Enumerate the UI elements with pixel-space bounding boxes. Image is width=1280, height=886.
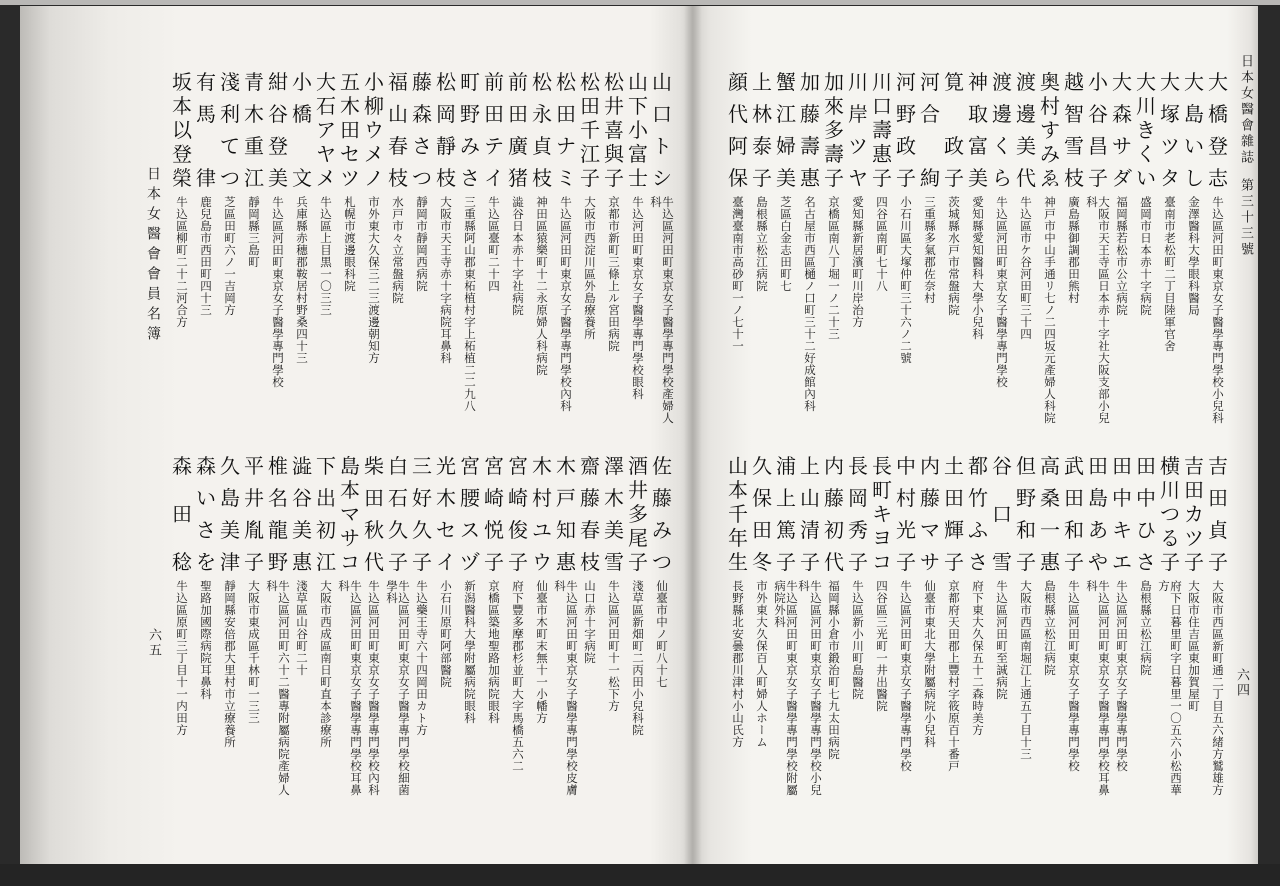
- member-name: 下 出 初 江: [316, 454, 336, 574]
- member-entry: [1182, 456, 1206, 806]
- member-name: 白 石 久 子: [388, 454, 408, 574]
- member-entry: [1014, 456, 1038, 806]
- member-name: 山 口 ト シ: [652, 70, 672, 190]
- member-name: 光 木 セ イ: [436, 454, 456, 574]
- member-address: 牛込區河田町六十二醫專附屬病院產婦人科: [265, 580, 291, 796]
- member-name: 山 下 小 富 士: [628, 70, 648, 190]
- member-address: 兵庫縣赤穗郡鞍居村野桑四十三: [295, 196, 309, 364]
- member-entry: [1014, 72, 1038, 428]
- member-entry: [798, 456, 822, 806]
- member-entry: [194, 456, 218, 806]
- member-name: 蟹 江 婦 美: [776, 70, 796, 190]
- member-entry: [458, 456, 482, 806]
- member-address: 牛込區柳町二十二河合方: [175, 196, 189, 328]
- member-name: 大 橋 登 志: [1208, 70, 1228, 190]
- member-address: 府下豐多摩郡杉並町大字馬橋五六二: [511, 580, 525, 772]
- member-entry: [626, 72, 650, 428]
- member-address: 四谷區三光町一井出醫院: [875, 580, 889, 712]
- member-name: 河 野 政 子: [896, 70, 916, 190]
- member-address: 三重縣阿山郡東柘植村字上柘植二二九八: [463, 196, 477, 412]
- member-address: 名古屋市西區樋ノ口町三十二好成館內科: [803, 196, 817, 412]
- member-name: 宮 腰 ス ヅ: [460, 454, 480, 574]
- member-entry: [966, 72, 990, 428]
- member-entry: [626, 456, 650, 806]
- member-entry: [434, 72, 458, 428]
- member-entry: [918, 72, 942, 428]
- member-name: 松 岡 靜 枝: [436, 70, 456, 190]
- member-name: 坂 本 以 登 榮: [172, 70, 192, 190]
- member-entry: [338, 456, 362, 806]
- member-name: 澤 木 美 雪: [604, 454, 624, 574]
- member-name: 渡 邊 く ら: [992, 70, 1012, 190]
- member-entry: [726, 456, 750, 806]
- member-name: 椎 名 龍 野: [268, 454, 288, 574]
- member-name: 島 本 マ サ コ: [340, 454, 360, 574]
- member-address: 牛込區河田町東京女子醫學專門學校: [899, 580, 913, 772]
- member-entry: [578, 72, 602, 428]
- member-address: 牛込區河田町至誠病院: [995, 580, 1009, 700]
- member-address: 淺草區新畑町二丙田小兒科院: [631, 580, 645, 736]
- member-entry: [170, 456, 194, 806]
- member-name: 佐 藤 み つ: [652, 454, 672, 574]
- issue-number: 第三十三號: [1238, 178, 1253, 258]
- member-address: 牛込區河田町東京女子醫學專門學校附屬病院外科: [773, 580, 799, 796]
- member-entry: [194, 72, 218, 428]
- member-entry: [1182, 72, 1206, 428]
- member-name: 長 町 キ ヨ コ: [872, 454, 892, 574]
- member-entry: [774, 72, 798, 428]
- member-name: 三 好 久 子: [412, 454, 432, 574]
- member-address: 牛込區河田町東京女子醫學專門學校小兒科: [797, 580, 823, 796]
- member-name: 宮 崎 俊 子: [508, 454, 528, 574]
- member-entry: [242, 456, 266, 806]
- member-name: 内 藤 マ サ: [920, 454, 940, 574]
- member-entry: [822, 456, 846, 806]
- member-name: 五 木 田 セ ツ: [340, 70, 360, 190]
- member-address: 牛込區河田町東京女子醫學專門學校: [995, 196, 1009, 388]
- member-name: 澁 谷 美 惠: [292, 454, 312, 574]
- member-address: 大阪市西成區南日町直本診療所: [319, 580, 333, 748]
- member-name: 浦 上 篤 子: [776, 454, 796, 574]
- member-entry: [386, 456, 410, 806]
- member-entry: [554, 72, 578, 428]
- member-name: 吉 田 カ ツ 子: [1184, 454, 1204, 574]
- member-name: 土 田 輝 子: [944, 454, 964, 574]
- member-address: 三重縣多氣郡佐奈村: [923, 196, 937, 304]
- member-name: 武 田 和 子: [1064, 454, 1084, 574]
- member-entry: [1206, 72, 1230, 428]
- member-address: 神田區猿樂町十二永原婦人科病院: [535, 196, 549, 376]
- left-running-head: 日本女醫會會員名簿: [145, 166, 161, 346]
- member-address: 靜岡市靜岡西病院: [415, 196, 429, 292]
- member-address: 牛込區河田町東京女子醫學專門學校: [271, 196, 285, 388]
- member-name: 藤 森 さ つ: [412, 70, 432, 190]
- member-address: 小石川區大塚仲町三十六ノ二號: [899, 196, 913, 364]
- member-address: 大阪市天王寺區日本赤十字社大阪支部小兒科: [1085, 196, 1111, 424]
- left-page-number: 六五: [146, 628, 161, 658]
- member-entry: [1038, 72, 1062, 428]
- member-entry: [530, 456, 554, 806]
- member-name: 前 田 テ イ: [484, 70, 504, 190]
- member-entry: [1158, 72, 1182, 428]
- member-address: 仙臺市中ノ町八十七: [655, 580, 669, 688]
- member-address: 大阪市住吉區東加賀屋町: [1187, 580, 1201, 712]
- member-entry: [266, 456, 290, 806]
- member-entry: [750, 72, 774, 428]
- member-address: 牛込區河田町東京女子醫學專門學校小兒科: [1211, 196, 1225, 424]
- member-name: 柴 田 秋 代: [364, 454, 384, 574]
- member-address: 京都府天田郡上豐村字筱原百十番戸: [947, 580, 961, 772]
- member-name: 大 森 サ ダ: [1112, 70, 1132, 190]
- member-address: 札幌市渡邊眼科院: [343, 196, 357, 292]
- member-name: 久 島 美 津: [220, 454, 240, 574]
- member-address: 大阪市西區新町通二丁目五六緒方鷲雄方: [1211, 580, 1225, 796]
- member-name: 横 川 つ る 子: [1160, 454, 1180, 574]
- member-entry: [506, 456, 530, 806]
- member-entry: [242, 72, 266, 428]
- member-entry: [458, 72, 482, 428]
- member-name: 中 村 光 子: [896, 454, 916, 574]
- member-entry: [314, 456, 338, 806]
- member-name: 上 林 泰 子: [752, 70, 772, 190]
- member-entry: [386, 72, 410, 428]
- right-running-head: [1238, 54, 1252, 258]
- member-name: 川 岸 ツ ヤ: [848, 70, 868, 190]
- member-entry: [918, 456, 942, 806]
- member-address: 仙臺市木町末無十一小幡方: [535, 580, 549, 724]
- member-address: 長野縣北安曇郡川津村小山氏方: [731, 580, 745, 748]
- member-name: 小 橋 文: [292, 70, 312, 190]
- member-name: 谷 口 雪: [992, 454, 1012, 574]
- member-name: 松 田 千 江 子: [580, 70, 600, 190]
- member-entry: [530, 72, 554, 428]
- member-entry: [602, 456, 626, 806]
- member-name: 紺 谷 登 美: [268, 70, 288, 190]
- member-name: 松 田 ナ ミ: [556, 70, 576, 190]
- member-entry: [290, 72, 314, 428]
- member-entry: [798, 72, 822, 428]
- member-entry: [1062, 456, 1086, 806]
- member-name: 吉 田 貞 子: [1208, 454, 1228, 574]
- member-address: 大阪市東成區千林町一三三: [247, 580, 261, 724]
- member-entry: [1038, 456, 1062, 806]
- member-address: 水戸市々立常盤病院: [391, 196, 405, 304]
- member-name: 前 田 廣 猪: [508, 70, 528, 190]
- member-address: 牛込區河田町東京女子醫學專門學校: [1115, 580, 1129, 772]
- member-name: 上 山 清 子: [800, 454, 820, 574]
- member-name: 河 合 絢: [920, 70, 940, 190]
- member-name: 奥 村 す み ゑ: [1040, 70, 1060, 190]
- member-address: 澁谷日本赤十字社病院: [511, 196, 525, 316]
- member-entry: [942, 72, 966, 428]
- member-address: 牛込藥王寺六十四岡田カト方: [415, 580, 429, 736]
- member-entry: [990, 72, 1014, 428]
- member-name: 田 島 あ や: [1088, 454, 1108, 574]
- member-entry: [822, 72, 846, 428]
- member-name: 顔 代 阿 保: [728, 70, 748, 190]
- member-address: 大阪市西區南堀江上通五丁目十三: [1019, 580, 1033, 760]
- member-entry: [846, 456, 870, 806]
- member-entry: [170, 72, 194, 428]
- member-name: 内 藤 初 代: [824, 454, 844, 574]
- member-name: 森 い さ を: [196, 454, 216, 574]
- member-name: 大 石 ア ヤ メ: [316, 70, 336, 190]
- member-entry: [650, 456, 674, 806]
- member-address: 臺南市老松町二丁目陸軍官舍: [1163, 196, 1177, 352]
- member-name: 淺 利 て つ: [220, 70, 240, 190]
- member-address: 京橋區南八丁堀一ノ二十三: [827, 196, 841, 340]
- member-address: 大阪市西淀川區外島療養所: [583, 196, 597, 340]
- member-address: 小石川原町阿部醫院: [439, 580, 453, 688]
- member-address: 靜岡縣安倍郡大里村市立療養所: [223, 580, 237, 748]
- member-address: 京橋區築地聖路加病院眼科: [487, 580, 501, 724]
- member-name: 大 島 い し: [1184, 70, 1204, 190]
- member-entry: [602, 72, 626, 428]
- member-name: 但 野 和 子: [1016, 454, 1036, 574]
- member-address: 牛込區市ケ谷河田町三十四: [1019, 196, 1033, 340]
- member-entry: [774, 456, 798, 806]
- member-address: 牛込區上目黒一〇三三: [319, 196, 333, 316]
- member-entry: [870, 72, 894, 428]
- member-name: 福 山 春 枝: [388, 70, 408, 190]
- member-entry: [1206, 456, 1230, 806]
- member-address: 府下日暮里町字日暮里一〇五六小松西華方: [1157, 580, 1183, 796]
- member-name: 田 中 キ エ: [1112, 454, 1132, 574]
- member-address: 市外東大久保三二三渡邊朝知方: [367, 196, 381, 364]
- member-entry: [578, 456, 602, 806]
- member-name: 渡 邊 美 代: [1016, 70, 1036, 190]
- member-name: 神 取 富 美: [968, 70, 988, 190]
- member-name: 小 谷 昌 子: [1088, 70, 1108, 190]
- member-entry: [290, 456, 314, 806]
- member-name: 宮 崎 悦 子: [484, 454, 504, 574]
- member-name: 町 野 み さ: [460, 70, 480, 190]
- member-entry: [1134, 456, 1158, 806]
- member-address: 山口赤十字病院: [583, 580, 597, 664]
- member-address: 牛込區河田町東京女子醫學專門學校皮膚科: [553, 580, 579, 796]
- member-name: 大 川 き く い: [1136, 70, 1156, 190]
- member-entry: [1110, 72, 1134, 428]
- member-name: 大 塚 ツ タ: [1160, 70, 1180, 190]
- member-entry: [750, 456, 774, 806]
- member-address: 臺灣臺南市高砂町一ノ七十一: [731, 196, 745, 352]
- member-entry: [434, 456, 458, 806]
- member-address: 靜岡縣三島町: [247, 196, 261, 268]
- member-address: 島根縣立松江病院: [1139, 580, 1153, 676]
- member-address: 牛込區河田町東京女子醫學專門學校產婦人科: [649, 196, 675, 424]
- member-name: 青 木 重 江: [244, 70, 264, 190]
- member-address: 市外東大久保百人町婦人ホーム: [755, 580, 769, 748]
- member-entry: [410, 72, 434, 428]
- member-address: 金澤醫科大學眼科醫局: [1187, 196, 1201, 316]
- member-address: 牛込區河田町東京女子醫學專門學校細菌學科: [385, 580, 411, 796]
- member-entry: [1158, 456, 1182, 806]
- member-entry: [990, 456, 1014, 806]
- member-address: 愛知縣愛知醫科大學小兒科: [971, 196, 985, 340]
- member-name: 川 口 壽 惠 子: [872, 70, 892, 190]
- member-entry: [1110, 456, 1134, 806]
- member-address: 盛岡市日本赤十字病院: [1139, 196, 1153, 316]
- member-entry: [1086, 456, 1110, 806]
- member-entry: [650, 72, 674, 428]
- member-address: 牛込河田町東京女子醫學專門學校眼科: [631, 196, 645, 400]
- member-address: 愛知縣新居濱町川岸治方: [851, 196, 865, 328]
- member-address: 神戸市中山手通リ七ノ二四坂元產婦人科院: [1043, 196, 1057, 424]
- member-entry: [1062, 72, 1086, 428]
- member-name: 松 井 喜 與 子: [604, 70, 624, 190]
- member-address: 牛込區河田町東京女子醫學專門學校: [1067, 580, 1081, 772]
- member-entry: [362, 72, 386, 428]
- member-name: 加 藤 壽 惠: [800, 70, 820, 190]
- member-entry: [554, 456, 578, 806]
- member-name: 田 中 ひ さ: [1136, 454, 1156, 574]
- member-address: 大阪市天王寺赤十字病院耳鼻科: [439, 196, 453, 364]
- member-name: 筧 政 子: [944, 70, 964, 190]
- member-address: 廣島縣御調郡田熊村: [1067, 196, 1081, 304]
- member-entry: [942, 456, 966, 806]
- member-address: 牛込區河田町東京女子醫學專門學校內科: [367, 580, 381, 796]
- member-entry: [1134, 72, 1158, 428]
- member-address: 鹿兒島市西田町四十三: [199, 196, 213, 316]
- member-entry: [482, 456, 506, 806]
- member-address: 牛込區臺町二十四: [487, 196, 501, 292]
- member-name: 高 桑 一 惠: [1040, 454, 1060, 574]
- member-entry: [338, 72, 362, 428]
- member-address: 牛込區河田町東京女子醫學專門學校內科: [559, 196, 573, 412]
- member-name: 長 岡 秀 子: [848, 454, 868, 574]
- scan-bottom-edge: [0, 864, 1280, 886]
- member-address: 福岡縣小倉市鍛治町七九太田病院: [827, 580, 841, 760]
- member-address: 茨城縣水戸市常盤病院: [947, 196, 961, 316]
- member-address: 芝區田町六ノ一吉岡方: [223, 196, 237, 316]
- member-address: 島根縣立松江病院: [755, 196, 769, 292]
- member-name: 木 戸 知 惠: [556, 454, 576, 574]
- member-name: 都 竹 ふ さ: [968, 454, 988, 574]
- member-address: 仙臺市東北大學附屬病院小兒科: [923, 580, 937, 748]
- member-name: 久 保 田 冬: [752, 454, 772, 574]
- member-entry: [218, 72, 242, 428]
- member-name: 山 本 千 年 生: [728, 454, 748, 574]
- member-name: 越 智 雪 枝: [1064, 70, 1084, 190]
- member-entry: [966, 456, 990, 806]
- member-address: 新潟醫科大學附屬病院眼科: [463, 580, 477, 724]
- member-address: 島根縣立松江病院: [1043, 580, 1057, 676]
- member-address: 牛込區河田町東京女子醫學專門學校耳鼻科: [337, 580, 363, 796]
- member-entry: [506, 72, 530, 428]
- member-name: 平 井 胤 子: [244, 454, 264, 574]
- member-address: 淺草區山谷町二十: [295, 580, 309, 676]
- member-address: 牛込區河田町十一松下方: [607, 580, 621, 712]
- member-entry: [894, 456, 918, 806]
- member-name: 森 田 稔: [172, 454, 192, 574]
- member-address: 府下東大久保五十二森時美方: [971, 580, 985, 736]
- member-name: 加 來 多 壽 子: [824, 70, 844, 190]
- member-entry: [266, 72, 290, 428]
- member-entry: [846, 72, 870, 428]
- member-name: 木 村 ユ ウ: [532, 454, 552, 574]
- member-entry: [726, 72, 750, 428]
- member-entry: [1086, 72, 1110, 428]
- member-name: 小 柳 ウ メ ノ: [364, 70, 384, 190]
- member-entry: [870, 456, 894, 806]
- member-address: 牛込區新小川町島醫院: [851, 580, 865, 700]
- member-name: 齋 藤 春 枝: [580, 454, 600, 574]
- member-entry: [410, 456, 434, 806]
- member-address: 芝區白金志田町七: [779, 196, 793, 292]
- member-address: 京都市新町三條上ル宮田病院: [607, 196, 621, 352]
- right-page-number: 六四: [1234, 668, 1249, 698]
- member-address: 牛込區原町三丁目十一内田方: [175, 580, 189, 736]
- member-name: 酒 井 多 尾 子: [628, 454, 648, 574]
- gutter-shadow: [684, 6, 702, 864]
- journal-title: 日本女醫會雜誌: [1238, 54, 1253, 166]
- member-name: 有 馬 律: [196, 70, 216, 190]
- member-entry: [218, 456, 242, 806]
- member-entry: [314, 72, 338, 428]
- member-entry: [362, 456, 386, 806]
- member-address: 牛込區河田町東京女子醫學專門學校耳鼻科: [1085, 580, 1111, 796]
- member-entry: [482, 72, 506, 428]
- member-entry: [894, 72, 918, 428]
- member-address: 福岡縣若松市公立病院: [1115, 196, 1129, 316]
- member-address: 聖路加國際病院耳鼻科: [199, 580, 213, 700]
- member-address: 四谷區南町七十八: [875, 196, 889, 292]
- member-name: 松 永 貞 枝: [532, 70, 552, 190]
